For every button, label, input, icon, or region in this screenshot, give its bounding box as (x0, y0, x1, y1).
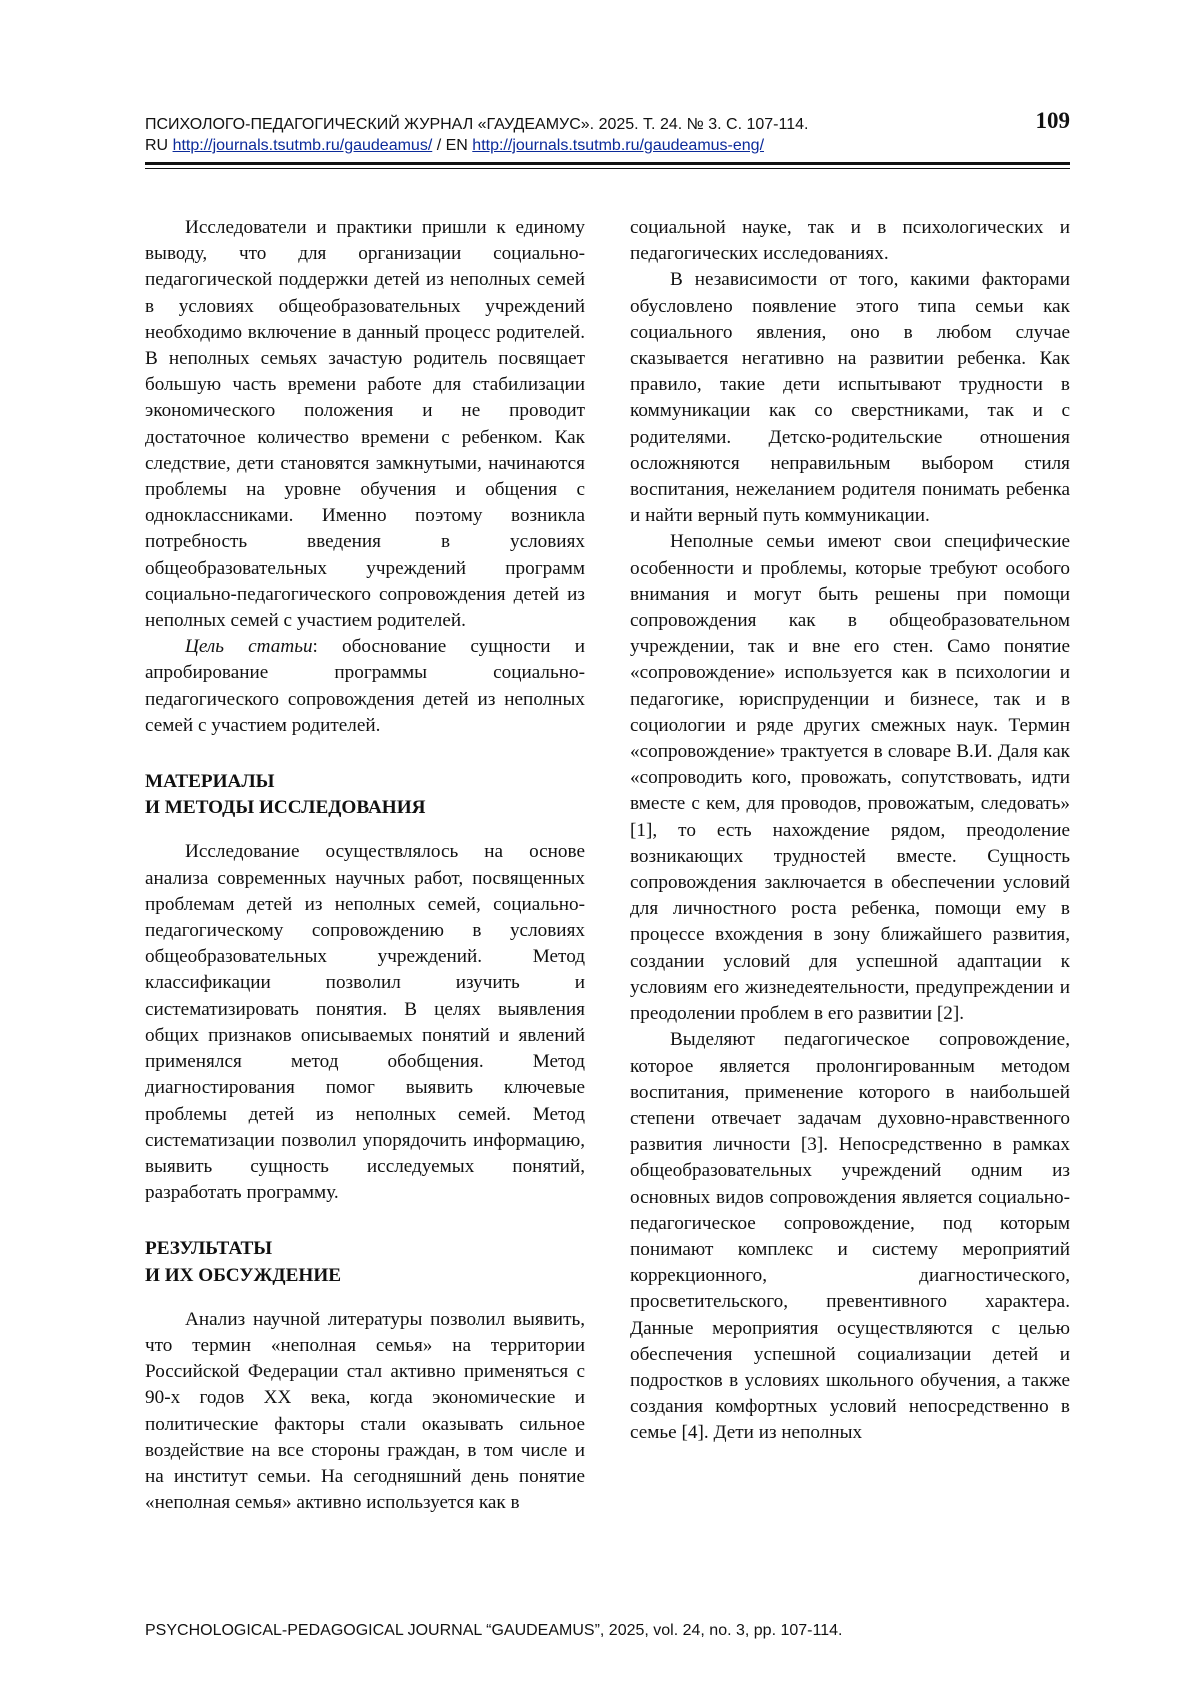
aim-paragraph (145, 634, 585, 739)
en-label: / EN (436, 137, 468, 154)
body-paragraph: В независимости от того, какими факторами обусловлено появление этого типа семьи как социального явления, оно в любом случае сказывается негативно на развитии ребенка. Как правило, такие дети испытывают трудности в коммуникации как со сверстниками, так и с родителями. Детско-родительские отношения осложняются неправильным выбором стиля воспитания, нежеланием родителя понимать ребенка и найти верный путь коммуникации. (630, 269, 1070, 527)
heading-line: И МЕТОДЫ ИССЛЕДОВАНИЯ (145, 797, 426, 819)
header-rule-thick (145, 162, 1070, 165)
results-paragraph: Анализ научной литературы позволил выявить, что термин «неполная семья» на территории Российской Федерации стал активно применяться с 90-х годов XX века, когда экономические и политические факторы стали оказывать сильное воздействие на все стороны граждан, в том числе и на институт семьи. На сегодняшний день понятие «неполная семья» активно используется как в (145, 1308, 585, 1514)
aim-text: : обоснование сущности и апробирование программы социально-педагогического сопровождения детей из неполных семей с участием родителей. (145, 636, 585, 736)
body-paragraph: Выделяют педагогическое сопровождение, которое является пролонгированным методом воспитания, применение которого в наибольшей степени отвечает задачам духовно-нравственного развития личности [3]. Непосредственно в рамках общеобразовательных учреждений одним из основных видов сопровождения является социально-педагогическое сопровождение, под которым понимают комплекс и систему мероприятий коррекционного, диагностического, просветительского, превентивного характера. Данные мероприятия осуществляются с целью обеспечения успешной социализации детей и подростков в условиях школьного обучения, а также создания комфортных условий непосредственно в семье [4]. Дети из неполных (630, 1029, 1070, 1444)
left-column (145, 215, 585, 1516)
continued-paragraph: социальной науке, так и в психологических и педагогических исследованиях. (630, 217, 1070, 265)
journal-citation-ru: ПСИХОЛОГО-ПЕДАГОГИЧЕСКИЙ ЖУРНАЛ «ГАУДЕАМУС». 2025. Т. 24. № 3. С. 107-114. (145, 116, 809, 133)
right-column (630, 215, 1070, 1447)
running-header (145, 108, 1070, 156)
aim-label: Цель статьи (185, 636, 313, 658)
en-journal-link[interactable]: http://journals.tsutmb.ru/gaudeamus-eng/ (472, 137, 765, 154)
body-paragraph: Неполные семьи имеют свои специфические особенности и проблемы, которые требуют особого внимания и могут быть решены при помощи сопровождения как в общеобразовательном учреждении, так и вне его стен. Само понятие «сопровождение» используется как в психологии и педагогике, юриспруденции и бизнесе, так и в социологии и ряде других смежных наук. Термин «сопровождение» трактуется в словаре В.И. Даля как «сопроводить кого, провожать, сопутствовать, идти вместе с кем, для проводов, провожатым, следовать» [1], то есть нахождение рядом, преодоление возникающих трудностей вместе. Сущность сопровождения заключается в обеспечении условий для личностного роста ребенка, помощи ему в процессе вхождения в зону ближайшего развития, создании условий для успешной адаптации к условиям его жизнедеятельности, предупреждении и преодолении проблем в его развитии [2]. (630, 531, 1070, 1025)
journal-links (145, 135, 1070, 156)
running-footer: PSYCHOLOGICAL-PEDAGOGICAL JOURNAL “GAUDEAMUS”, 2025, vol. 24, no. 3, pp. 107-114. (145, 1622, 843, 1639)
page-number: 109 (1035, 108, 1070, 133)
intro-paragraph: Исследователи и практики пришли к единому выводу, что для организации социально-педагогической поддержки детей из неполных семей в условиях общеобразовательных учреждений необходимо включение в данный процесс родителей. В неполных семьях зачастую родитель посвящает большую часть времени работе для стабилизации экономического положения и не проводит достаточное количество времени с ребенком. Как следствие, дети становятся замкнутыми, начинаются проблемы на уровне обучения и общения с одноклассниками. Именно поэтому возникла потребность введения в условиях общеобразовательных учреждений программ социально-педагогического сопровождения детей из неполных семей с участием родителей. (145, 217, 585, 632)
header-rule-thin (145, 168, 1070, 169)
heading-line: РЕЗУЛЬТАТЫ (145, 1238, 273, 1260)
heading-line: МАТЕРИАЛЫ (145, 771, 275, 793)
section-heading-materials (145, 769, 585, 821)
ru-label: RU (145, 137, 169, 154)
methods-paragraph: Исследование осуществлялось на основе анализа современных научных работ, посвященных проблемам детей из неполных семей, социально-педагогическому сопровождению в условиях общеобразовательных учреждений. Метод классификации позволил изучить и систематизировать понятия. В целях выявления общих признаков описываемых понятий и явлений применялся метод обобщения. Метод диагностирования помог выявить ключевые проблемы детей из неполных семей. Метод систематизации позволил упорядочить информацию, выявить сущность исследуемых понятий, разработать программу. (145, 841, 585, 1204)
heading-line: И ИХ ОБСУЖДЕНИЕ (145, 1264, 342, 1286)
ru-journal-link[interactable]: http://journals.tsutmb.ru/gaudeamus/ (172, 137, 433, 154)
section-heading-results (145, 1236, 585, 1288)
